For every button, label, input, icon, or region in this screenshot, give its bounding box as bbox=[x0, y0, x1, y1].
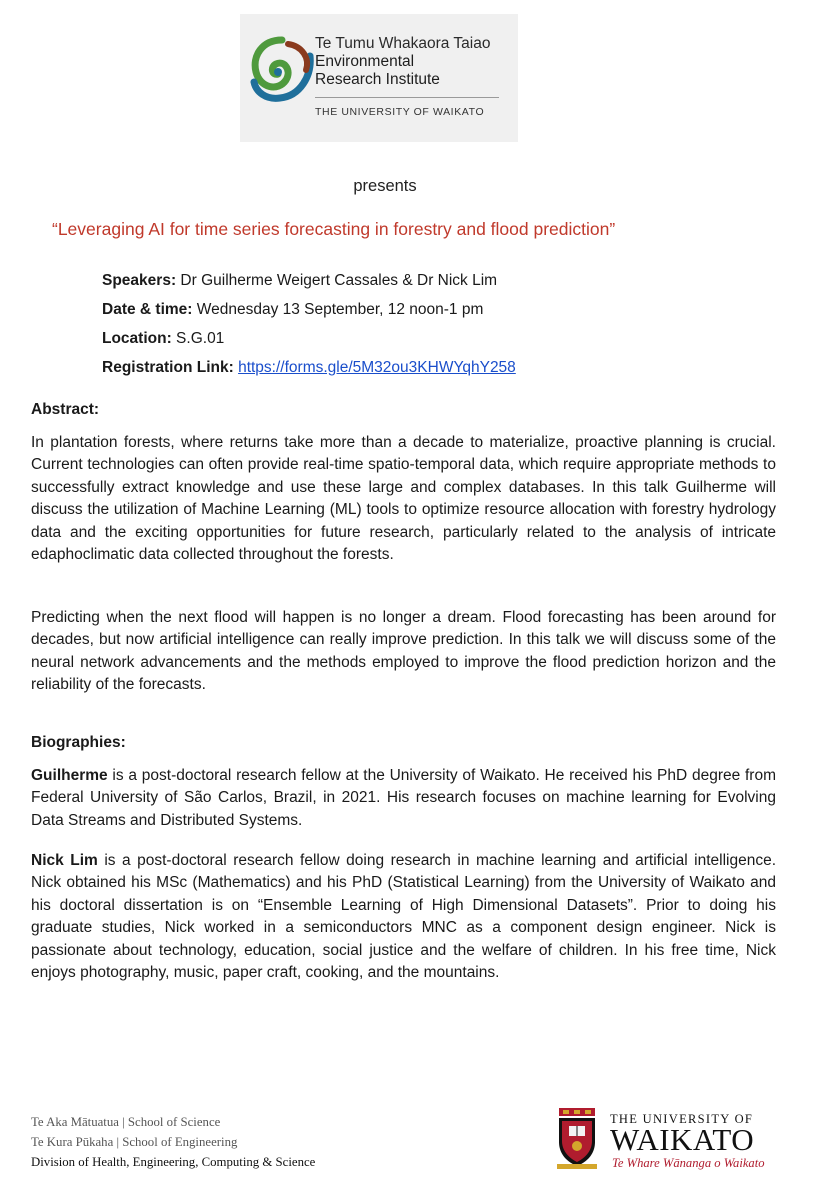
uni-wordmark-top: THE UNIVERSITY OF bbox=[610, 1112, 754, 1126]
koru-logo-icon bbox=[248, 36, 314, 106]
abstract-paragraph-2: Predicting when the next flood will happen is no longer a dream. Flood forecasting has been around for decades, but now artificial intelligence can really improve prediction. In this talk we will discuss some of the neural network advancements and the methods employed to improve the flood prediction horizon and the reliability of the forecasts. bbox=[31, 609, 776, 694]
footer-line-engineering: Te Kura Pūkaha | School of Engineering bbox=[31, 1135, 238, 1149]
location-row bbox=[102, 328, 516, 357]
logo-maori-name: Te Tumu Whakaora Taiao bbox=[315, 35, 491, 52]
bio-guilherme-name: Guilherme bbox=[31, 767, 108, 784]
registration-row bbox=[102, 357, 516, 386]
bio-nick bbox=[31, 850, 776, 984]
bio-nick-name: Nick Lim bbox=[31, 852, 98, 869]
date-row bbox=[102, 299, 516, 328]
event-details bbox=[102, 270, 516, 386]
footer-schools bbox=[31, 1112, 315, 1172]
date-value: Wednesday 13 September, 12 noon-1 pm bbox=[192, 301, 484, 318]
logo-divider bbox=[315, 97, 499, 98]
logo-text bbox=[315, 35, 490, 88]
speakers-row bbox=[102, 270, 516, 299]
speakers-value: Dr Guilherme Weigert Cassales & Dr Nick Lim bbox=[176, 272, 498, 289]
university-crest-icon bbox=[555, 1108, 599, 1170]
location-label: Location: bbox=[102, 330, 172, 347]
logo-university: THE UNIVERSITY OF WAIKATO bbox=[315, 106, 485, 118]
biographies-heading: Biographies: bbox=[31, 734, 126, 751]
logo-name-line1: Environmental bbox=[315, 52, 415, 70]
talk-title: “Leveraging AI for time series forecasting in forestry and flood prediction” bbox=[52, 219, 616, 239]
speakers-label: Speakers: bbox=[102, 272, 177, 289]
bio-guilherme bbox=[31, 765, 776, 832]
abstract-heading: Abstract: bbox=[31, 401, 100, 418]
location-value: S.G.01 bbox=[171, 330, 225, 347]
bio-guilherme-text: is a post-doctoral research fellow at the University of Waikato. He received his PhD degree from Federal University of São Carlos, Brazil, in 2021. His research focuses on machine learning for Evolving Data Streams and Distributed Systems. bbox=[31, 767, 776, 829]
footer-line-division: Division of Health, Engineering, Computing & Science bbox=[31, 1155, 316, 1169]
registration-label: Registration Link: bbox=[102, 359, 234, 376]
registration-link[interactable]: https://forms.gle/5M32ou3KHWYqhY258 bbox=[238, 359, 516, 376]
uni-wordmark-name: WAIKATO bbox=[610, 1122, 755, 1157]
abstract-paragraph-1: In plantation forests, where returns take more than a decade to materialize, proactive planning is crucial. Current technologies can often provide real-time spatio-temporal data, which require appropriate methods to successfully extract knowledge and use these large and complex databases. In this talk Guilherme will discuss the utilization of Machine Learning (ML) tools to optimize resource allocation with forestry hydrology data and the exciting opportunities for future research, particularly related to the analysis of intricate edaphoclimatic data collected throughout the forests. bbox=[31, 434, 776, 564]
date-label: Date & time: bbox=[102, 301, 193, 318]
institute-logo bbox=[240, 14, 518, 142]
presents-text: presents bbox=[353, 177, 417, 195]
bio-nick-text: is a post-doctoral research fellow doing research in machine learning and artificial intelligence. Nick obtained his MSc (Mathematics) and his PhD (Statistical Learning) from the University of Waikato and his doctoral dissertation is on “Ensemble Learning of High Dimensional Datasets”. Prior to doing his graduate studies, Nick worked in a semiconductors MNC as a component design engineer. Nick is passionate about technology, education, social justice and the welfare of children. In his free time, Nick enjoys photography, music, paper craft, cooking, and the mountains. bbox=[31, 852, 777, 982]
footer-line-science: Te Aka Mātuatua | School of Science bbox=[31, 1115, 221, 1129]
uni-tagline: Te Whare Wānanga o Waikato bbox=[612, 1156, 765, 1170]
logo-name-line2: Research Institute bbox=[315, 70, 440, 88]
